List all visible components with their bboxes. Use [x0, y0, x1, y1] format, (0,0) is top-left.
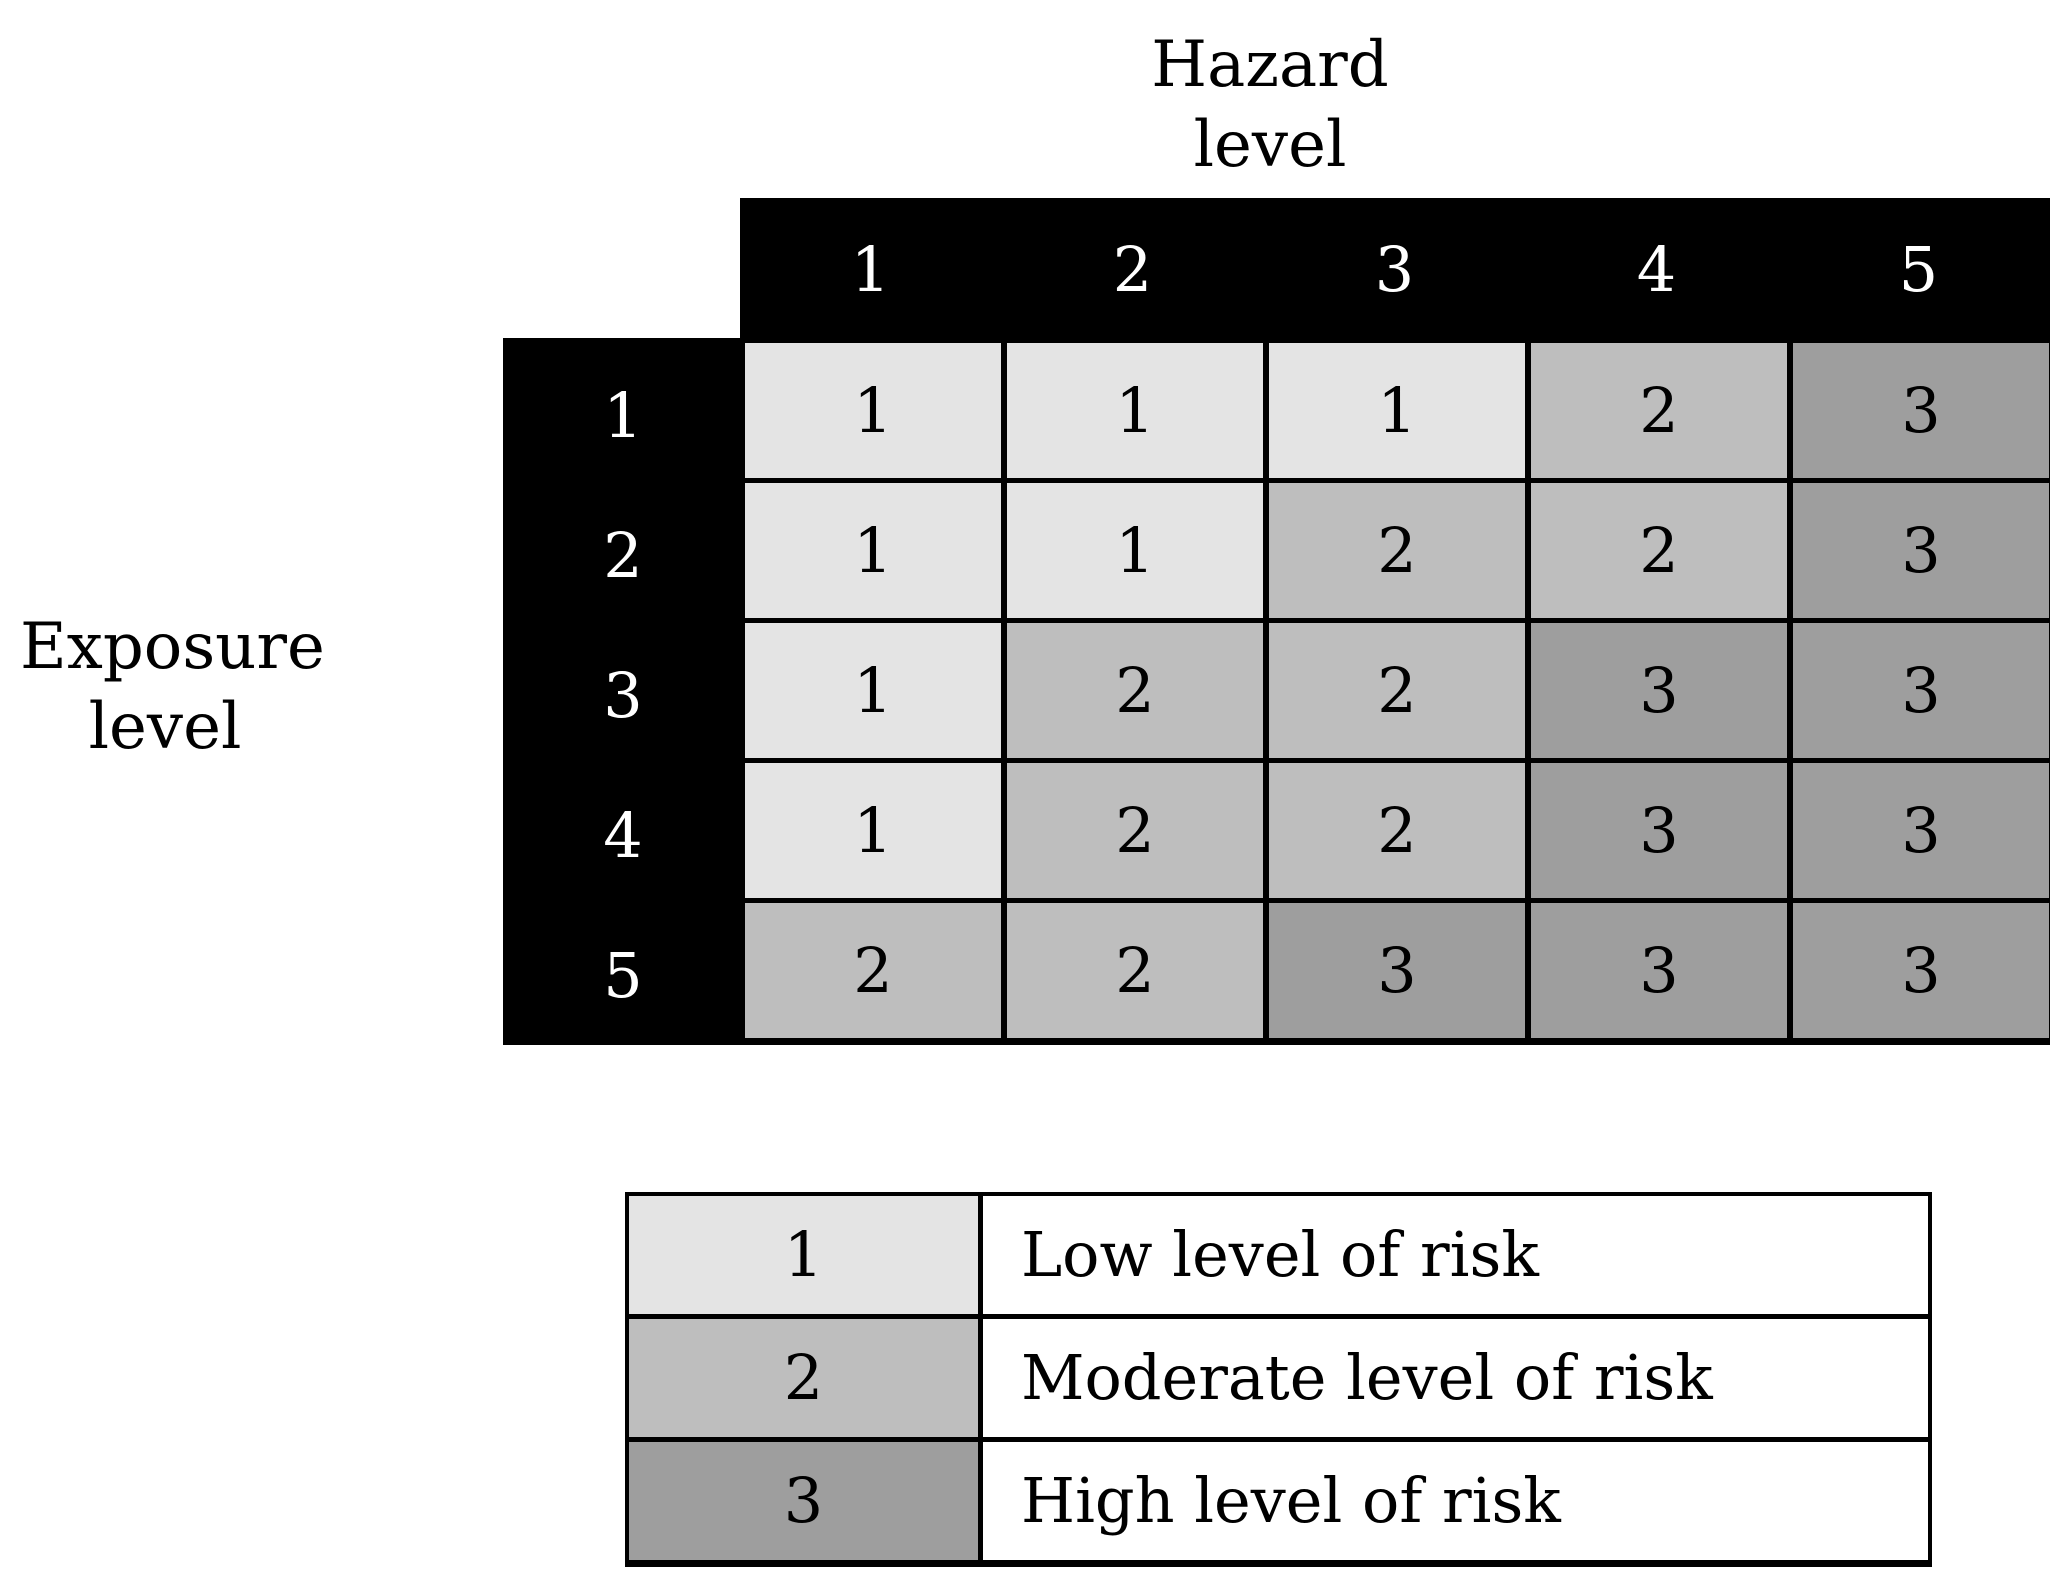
hazard-header-1: 1 [850, 233, 891, 306]
risk-cell-r5-c2: 2 [1007, 903, 1263, 1038]
risk-cell-r5-c5: 3 [1793, 903, 2049, 1038]
legend-label-2: Moderate level of risk [983, 1319, 1928, 1437]
exposure-level-title-line2: level [88, 690, 242, 764]
risk-cell-r3-c5: 3 [1793, 623, 2049, 758]
hazard-header-4: 4 [1636, 233, 1677, 306]
risk-cell-r3-c2: 2 [1007, 623, 1263, 758]
risk-cell-r4-c4: 3 [1531, 763, 1787, 898]
risk-cell-r3-c4: 3 [1531, 623, 1787, 758]
risk-cell-r4-c1: 1 [745, 763, 1001, 898]
legend-swatch-3: 3 [629, 1442, 978, 1560]
legend-swatch-2: 2 [629, 1319, 978, 1437]
exposure-header-5: 5 [603, 939, 643, 1012]
legend-label-1: Low level of risk [983, 1196, 1928, 1314]
exposure-header-4: 4 [603, 799, 643, 872]
risk-cell-r4-c2: 2 [1007, 763, 1263, 898]
risk-cell-r4-c5: 3 [1793, 763, 2049, 898]
exposure-header-1: 1 [603, 379, 643, 452]
hazard-header-3: 3 [1374, 233, 1415, 306]
risk-cell-r1-c1: 1 [745, 343, 1001, 478]
legend-row-moderate [629, 1319, 1928, 1437]
risk-cell-r4-c3: 2 [1269, 763, 1525, 898]
exposure-header-3: 3 [603, 659, 643, 732]
risk-cell-r1-c2: 1 [1007, 343, 1263, 478]
exposure-header-2: 2 [603, 519, 643, 592]
exposure-level-title-line1: Exposure [20, 610, 325, 684]
risk-cell-r1-c4: 2 [1531, 343, 1787, 478]
hazard-header-5: 5 [1898, 233, 1939, 306]
risk-cell-r1-c5: 3 [1793, 343, 2049, 478]
risk-cell-r2-c2: 1 [1007, 483, 1263, 618]
hazard-header-2: 2 [1112, 233, 1153, 306]
legend-swatch-1: 1 [629, 1196, 978, 1314]
risk-cell-r5-c1: 2 [745, 903, 1001, 1038]
risk-cell-r2-c5: 3 [1793, 483, 2049, 618]
risk-legend [625, 1192, 1932, 1567]
risk-cell-r3-c1: 1 [745, 623, 1001, 758]
risk-cell-r5-c3: 3 [1269, 903, 1525, 1038]
risk-cell-r3-c3: 2 [1269, 623, 1525, 758]
hazard-level-title: Hazard level [1151, 28, 1389, 182]
risk-cell-r2-c3: 2 [1269, 483, 1525, 618]
legend-label-3: High level of risk [983, 1442, 1928, 1560]
risk-cell-r1-c3: 1 [1269, 343, 1525, 478]
legend-row-low [629, 1196, 1928, 1314]
risk-cell-r5-c4: 3 [1531, 903, 1787, 1038]
legend-row-high [629, 1442, 1928, 1560]
risk-cell-r2-c4: 2 [1531, 483, 1787, 618]
risk-cell-r2-c1: 1 [745, 483, 1001, 618]
risk-matrix-grid [740, 338, 2050, 1045]
exposure-level-title [20, 607, 325, 767]
